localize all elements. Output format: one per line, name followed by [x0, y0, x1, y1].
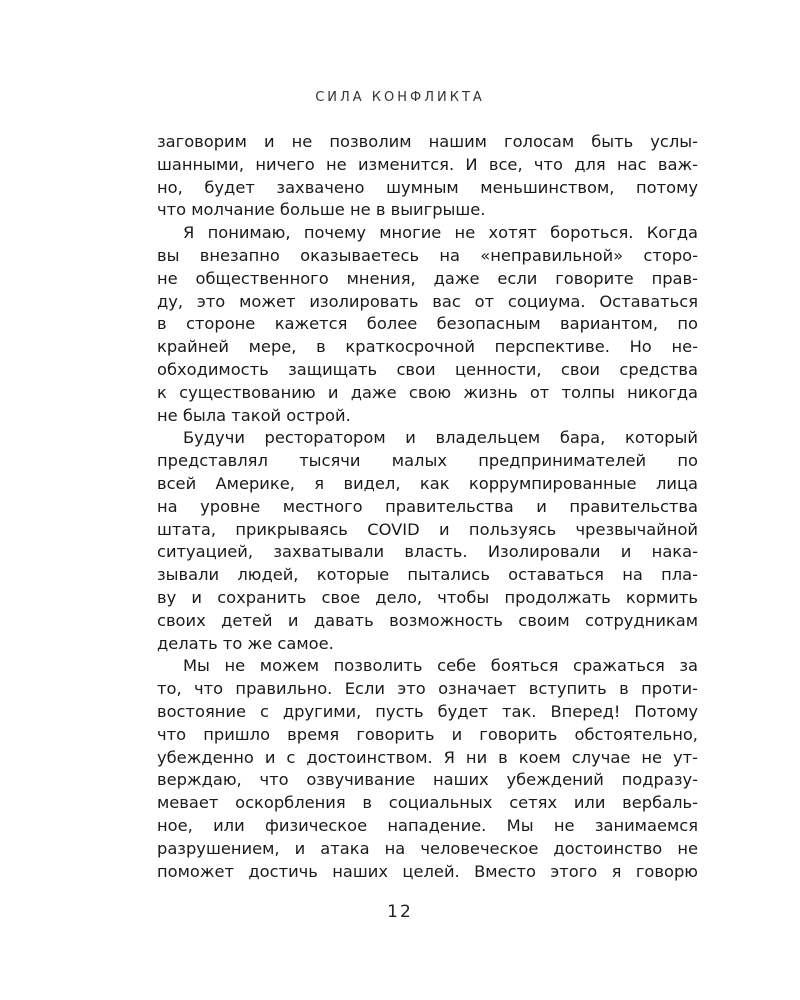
text-line: всей Америке, я видел, как коррумпированные лица	[157, 473, 698, 493]
text-line: то, что правильно. Если это означает вступить в проти-	[157, 679, 698, 699]
text-line: но, будет захвачено шумным меньшинством, потому	[157, 177, 698, 197]
text-line: ное, или физическое нападение. Мы не занимаемся	[157, 815, 698, 835]
text-line: ситуацией, захватывали власть. Изолировали и нака-	[157, 542, 698, 562]
page-number: 12	[387, 902, 413, 922]
text-line: востояние с другими, пусть будет так. Вперед! Потому	[157, 701, 698, 721]
text-line: что молчание больше не в выигрыше.	[157, 200, 486, 220]
text-line: что пришло время говорить и говорить обстоятельно,	[157, 724, 698, 744]
text-line: убежденно и с достоинством. Я ни в коем случае не ут-	[157, 747, 698, 767]
text-line: Я понимаю, почему многие не хотят бороться. Когда	[183, 223, 698, 243]
text-line: зывали людей, которые пытались оставаться на пла-	[157, 565, 698, 585]
text-line: крайней мере, в краткосрочной перспективе. Но не-	[157, 337, 698, 357]
text-line: обходимость защищать свои ценности, свои средства	[157, 359, 698, 379]
text-line: Будучи ресторатором и владельцем бара, который	[183, 428, 698, 448]
text-line: к существованию и даже свою жизнь от толпы никогда	[157, 382, 698, 402]
running-head: СИЛА КОНФЛИКТА	[315, 90, 485, 105]
text-line: на уровне местного правительства и правительства	[157, 496, 698, 516]
text-line: не была такой острой.	[157, 405, 351, 425]
text-line: в стороне кажется более безопасным вариантом, по	[157, 314, 698, 334]
text-line: ву и сохранить свое дело, чтобы продолжать кормить	[157, 587, 698, 607]
text-line: разрушением, и атака на человеческое достоинство не	[157, 838, 698, 858]
text-line: Мы не можем позволить себе бояться сражаться за	[183, 656, 698, 676]
body-text	[157, 131, 698, 883]
text-line: своих детей и давать возможность своим сотрудникам	[157, 610, 698, 630]
text-line: вы внезапно оказываетесь на «неправильной» сторо-	[157, 245, 698, 265]
text-line: мевает оскорбления в социальных сетях или вербаль-	[157, 793, 698, 813]
text-line: поможет достичь наших целей. Вместо этого я говорю	[157, 861, 698, 881]
text-line: верждаю, что озвучивание наших убеждений подразу-	[157, 770, 698, 790]
text-line: заговорим и не позволим нашим голосам быть услы-	[157, 132, 698, 151]
text-line: представлял тысячи малых предпринимателей по	[157, 451, 698, 471]
text-line: делать то же самое.	[157, 633, 334, 653]
text-line: не общественного мнения, даже если говорите прав-	[157, 268, 698, 288]
text-line: ду, это может изолировать вас от социума. Оставаться	[157, 291, 698, 311]
text-line: шанными, ничего не изменится. И все, что для нас важ-	[157, 154, 698, 174]
text-line: штата, прикрываясь COVID и пользуясь чрезвычайной	[157, 519, 698, 539]
